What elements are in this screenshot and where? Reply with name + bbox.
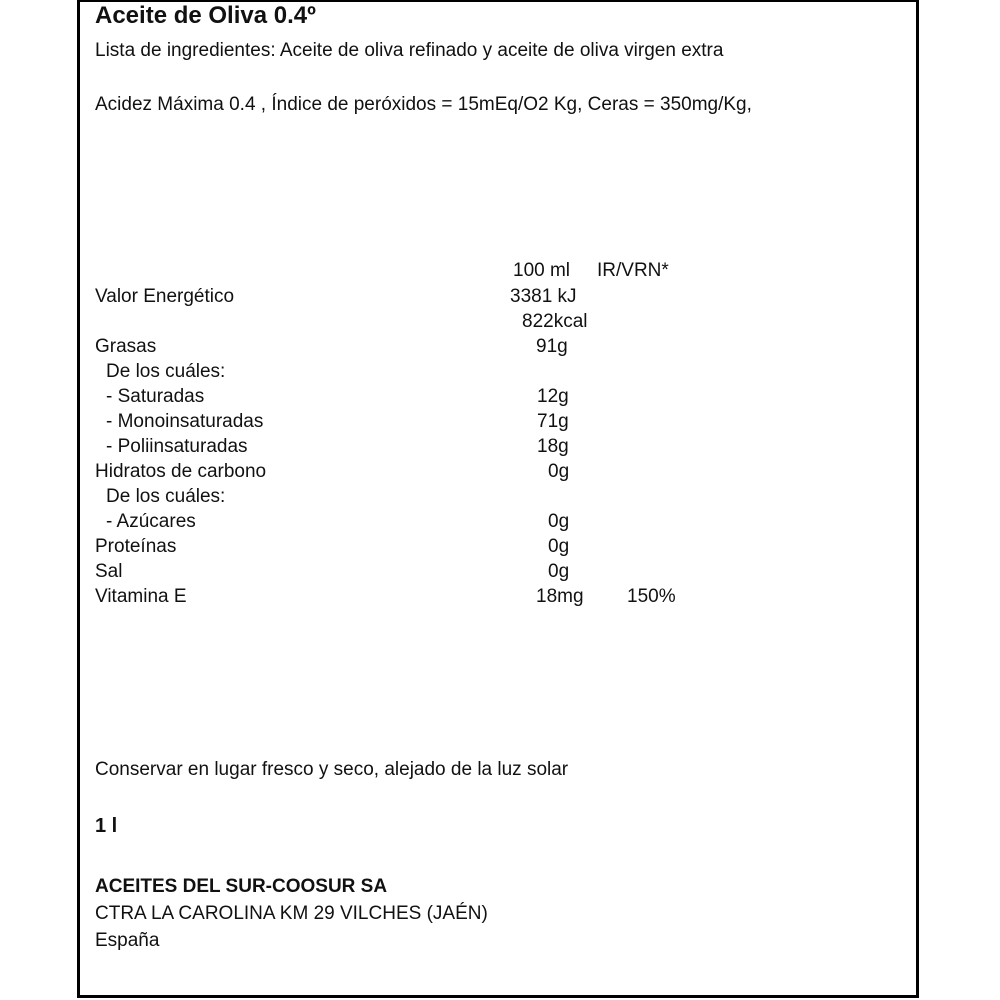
- company-country: España: [95, 930, 160, 951]
- nutrition-value: 0g: [548, 536, 570, 557]
- nutrition-label: Proteínas: [95, 536, 177, 557]
- nutrition-value: 71g: [537, 411, 569, 432]
- company-name: ACEITES DEL SUR-COOSUR SA: [95, 876, 388, 897]
- net-volume: 1 l: [95, 815, 118, 837]
- nutrition-value: 3381 kJ: [510, 286, 577, 307]
- nutrition-label: Vitamina E: [95, 586, 187, 607]
- oil-specs: Acidez Máxima 0.4 , Índice de peróxidos = 15mEq/O2 Kg, Ceras = 350mg/Kg,: [95, 94, 752, 115]
- nutrition-header-ir: IR/VRN*: [597, 260, 669, 281]
- nutrition-value: 91g: [536, 336, 568, 357]
- nutrition-value: 0g: [548, 561, 570, 582]
- nutrition-label: De los cuáles:: [106, 486, 226, 507]
- nutrition-label: - Saturadas: [106, 386, 205, 407]
- nutrition-label: - Monoinsaturadas: [106, 411, 264, 432]
- nutrition-label: Valor Energético: [95, 286, 235, 307]
- nutrition-label: De los cuáles:: [106, 361, 226, 382]
- storage-instructions: Conservar en lugar fresco y seco, alejado de la luz solar: [95, 759, 569, 780]
- nutrition-value: 18mg: [536, 586, 584, 607]
- nutrition-ir-value: 150%: [627, 586, 676, 607]
- nutrition-label: Grasas: [95, 336, 157, 357]
- ingredients-list: Lista de ingredientes: Aceite de oliva refinado y aceite de oliva virgen extra: [95, 40, 724, 61]
- product-title: Aceite de Oliva 0.4º: [95, 2, 316, 29]
- nutrition-label: Hidratos de carbono: [95, 461, 267, 482]
- nutrition-value: 0g: [548, 461, 570, 482]
- nutrition-label: - Azúcares: [106, 511, 196, 532]
- nutrition-value: 12g: [537, 386, 569, 407]
- nutrition-label: - Poliinsaturadas: [106, 436, 248, 457]
- nutrition-value: 18g: [537, 436, 569, 457]
- nutrition-value: 822kcal: [522, 311, 588, 332]
- company-address: CTRA LA CAROLINA KM 29 VILCHES (JAÉN): [95, 903, 488, 924]
- nutrition-value: 0g: [548, 511, 570, 532]
- nutrition-header-per: 100 ml: [513, 260, 571, 281]
- nutrition-label: Sal: [95, 561, 123, 582]
